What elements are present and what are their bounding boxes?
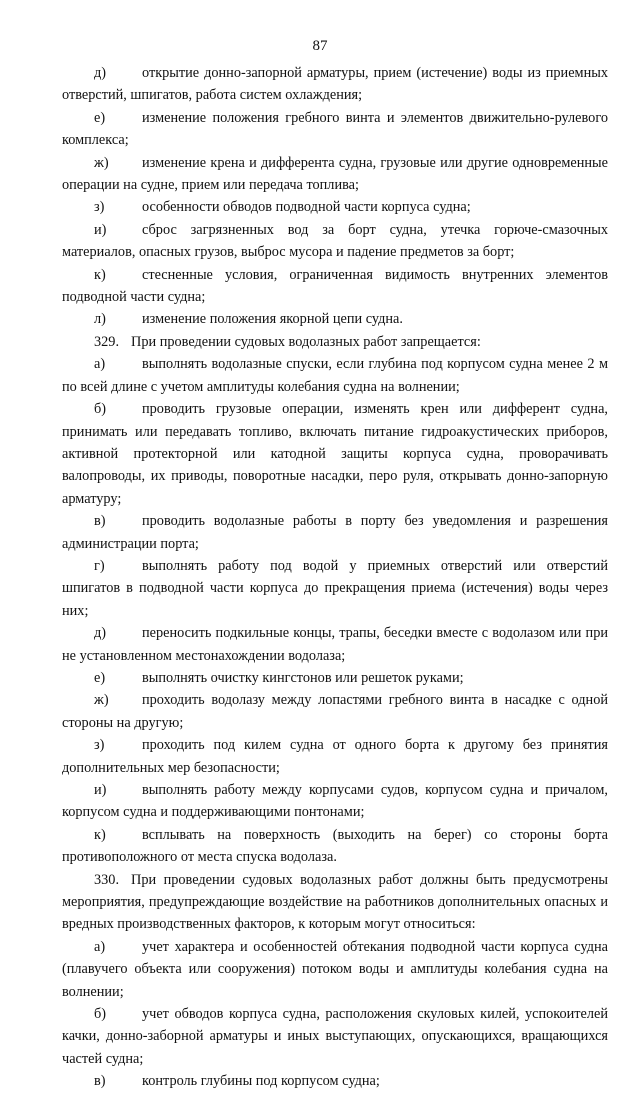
paragraph xyxy=(62,622,608,667)
item-label: б) xyxy=(94,1006,107,1023)
section-paragraph xyxy=(62,869,608,936)
item-label: г) xyxy=(94,557,105,574)
item-text: учет обводов корпуса судна, расположения скуловых килей, успокоителей качки, донно-заборной арматуры и иных выступающих, опускающихся, вращающихся частей судна; xyxy=(62,1006,608,1067)
item-label: а) xyxy=(94,938,106,955)
item-label: д) xyxy=(94,625,107,642)
paragraph xyxy=(62,308,608,330)
paragraph xyxy=(62,398,608,510)
item-label: б) xyxy=(94,401,107,418)
item-text: учет характера и особенностей обтекания подводной части корпуса судна (плавучего объекта или сооружения) потоком воды и амплитуды колебания судна на волнении; xyxy=(62,938,608,1000)
item-label: ж) xyxy=(94,692,109,709)
paragraph xyxy=(62,555,608,622)
paragraph xyxy=(62,689,608,734)
item-text: изменение крена и дифферента судна, грузовые или другие одновременные операции на судне, прием или передача топлива; xyxy=(62,154,608,194)
item-text: выполнять работу между корпусами судов, корпусом судна и причалом, корпусом судна и поддерживающими понтонами; xyxy=(62,782,608,821)
item-label: и) xyxy=(94,782,107,798)
item-text: открытие донно-запорной арматуры, прием (истечение) воды из приемных отверстий, шпигатов, работа систем охлаждения; xyxy=(62,65,608,104)
section-number: 330. xyxy=(94,871,120,888)
item-label: е) xyxy=(94,669,106,686)
item-text: проводить грузовые операции, изменять крен или дифферент судна, принимать или передавать топливо, включать питание гидроакустических приборов, активной протекторной или катодной защиты корпуса судна, проворачивать валопроводы, их приводы, поворотные насадки, перо руля, открывать донно-запорную арматуру; xyxy=(62,401,608,507)
section-number: 329. xyxy=(94,333,120,350)
paragraph xyxy=(62,936,608,1003)
item-text: всплывать на поверхность (выходить на берег) со стороны борта противоположного от места спуска водолаза. xyxy=(62,826,608,866)
item-label: к) xyxy=(94,266,106,283)
page-number: 87 xyxy=(312,38,328,54)
paragraph xyxy=(62,1003,608,1070)
item-text: выполнять водолазные спуски, если глубина под корпусом судна менее 2 м по всей длине с учетом амплитуды колебания судна на волнении; xyxy=(62,356,608,395)
section-text: При проведении судовых водолазных работ запрещается: xyxy=(131,333,481,350)
item-text: сброс загрязненных вод за борт судна, утечка горюче-смазочных материалов, опасных грузов, выброс мусора и падение предметов за борт; xyxy=(62,221,608,261)
item-text: проводить водолазные работы в порту без уведомления и разрешения администрации порта; xyxy=(62,513,608,552)
paragraph xyxy=(62,264,608,309)
item-label: в) xyxy=(94,513,106,530)
item-text: изменение положения гребного винта и элементов движительно-рулевого комплекса; xyxy=(62,109,608,149)
paragraph xyxy=(62,734,608,779)
item-label: в) xyxy=(94,1073,106,1090)
item-text: изменение положения якорной цепи судна. xyxy=(142,311,403,328)
paragraph xyxy=(62,152,608,197)
item-text: выполнять работу под водой у приемных отверстий или отверстий шпигатов в подводной части корпуса до прекращения приема (истечения) воды через них; xyxy=(62,557,608,619)
item-label: а) xyxy=(94,356,106,373)
paragraph xyxy=(62,510,608,555)
item-label: ж) xyxy=(94,154,109,171)
paragraph xyxy=(62,196,608,218)
item-text: проходить водолазу между лопастями гребного винта в насадке с одной стороны на другую; xyxy=(62,692,608,731)
section-text: При проведении судовых водолазных работ должны быть предусмотрены мероприятия, предупреждающие воздействие на работников дополнительных опасных и вредных производственных факторов, к которым могут относиться: xyxy=(62,871,608,933)
item-label: з) xyxy=(94,737,105,754)
item-label: л) xyxy=(94,311,106,328)
paragraph xyxy=(62,107,608,152)
item-text: стесненные условия, ограниченная видимость внутренних элементов подводной части судна; xyxy=(62,266,608,306)
item-text: контроль глубины под корпусом судна; xyxy=(142,1073,380,1090)
document-body xyxy=(62,62,608,1093)
item-label: и) xyxy=(94,221,107,238)
paragraph xyxy=(62,62,608,107)
item-label: з) xyxy=(94,199,105,216)
item-text: выполнять очистку кингстонов или решеток руками; xyxy=(142,669,464,686)
item-text: особенности обводов подводной части корпуса судна; xyxy=(142,199,471,216)
section-paragraph xyxy=(62,331,608,353)
paragraph xyxy=(62,779,608,824)
paragraph xyxy=(62,824,608,869)
paragraph xyxy=(62,219,608,264)
item-label: д) xyxy=(94,65,107,81)
item-text: переносить подкильные концы, трапы, беседки вместе с водолазом или при не установленном местонахождении водолаза; xyxy=(62,625,608,664)
item-label: к) xyxy=(94,826,106,843)
item-text: проходить под килем судна от одного борта к другому без принятия дополнительных мер безопасности; xyxy=(62,737,608,776)
paragraph xyxy=(62,667,608,689)
item-label: е) xyxy=(94,109,106,126)
paragraph xyxy=(62,1070,608,1092)
paragraph xyxy=(62,353,608,398)
